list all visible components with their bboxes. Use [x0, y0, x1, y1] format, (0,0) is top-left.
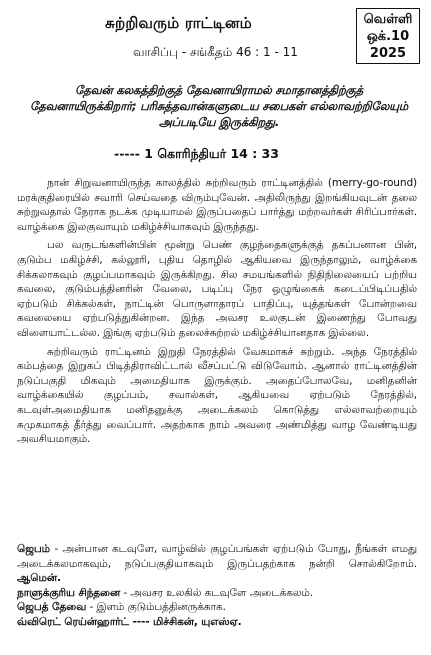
author: வ்விரெட் ரெய்ன்ஹார்ட் ---- மிச்சிகன், யுஎஸ்ஏ. [17, 615, 242, 628]
page-title: சுற்றிவரும் ராட்டினம் [105, 14, 252, 32]
body-paragraph-3: சுற்றிவரும் ராட்டினம் இறுதி நேரத்தில் வேகமாகச் சுற்றும். அந்த நேரத்தில் கம்பத்தை இறுகப் பிடித்திராவிட்டால் வீசப்பட்டு விடுவோம். ஆனால் ராட்டினத்தின் நடுப்பகுதி மிகவும் அமைதியாக இருக்கும். அதைப்போலவே, மனிதனின் வாழ்க்கையில் குழப்பம், சவால்கள், ஆகியவை ஏற்படும் நேரத்தில், கடவுள்அமைதியாக மனிதனுக்கு அடைக்கலம் கொடுத்து எல்லாவற்றையும் சுமுகமாகத் தீர்த்து வைப்பார். அதற்காக நாம் அவரை அண்மித்து வாழ வேண்டியது அவசியமாகும். [17, 345, 417, 446]
thought-of-the-day [17, 586, 417, 601]
author-line [17, 615, 417, 630]
verse-reference: ----- 1 கொரிந்தியர் 14 : 33 [114, 146, 279, 161]
key-verse: தேவன் கலகத்திற்குத் தேவனாயிராமல் சமாதானத்திற்குத் தேவனாயிருக்கிறார்; பரிசுத்தவான்களுடைய சபைகள் எல்லாவற்றிலேயும் அப்படியே இருக்கிறது. [30, 83, 408, 129]
date-day: வெள்ளி [363, 11, 413, 27]
prayer-need [17, 600, 417, 615]
date-box [356, 8, 420, 64]
thought-text: - அவசர உலகில் கடவுளே அடைக்கலம். [123, 586, 314, 599]
prayer-text: - அன்பான கடவுளே, வாழ்வில் குழப்பங்கள் ஏற்படும் போது, நீங்கள் எமது அடைக்கலமாகவும், நடுப்பகுதியாகவும் இருப்பதற்காக நன்றி சொல்கிறோம். [17, 543, 417, 570]
amen: ஆமென். [17, 572, 61, 585]
date-month-day: ஒக்.10 [366, 28, 410, 44]
devotional-body [17, 176, 417, 451]
thought-label: நாளுக்குரிய சிந்தனை [17, 586, 121, 599]
body-paragraph-1: நான் சிறுவனாயிருந்த காலத்தில் சுற்றிவரும் ராட்டினத்தில் (merry-go-round) மரக்குதிரையில் சவாரி செய்வதை விரும்புவேன். அதிலிருந்து இறங்கியவுடன் தலை சுற்றுவதால் நேராக நடக்க முடியாமல் இருப்பதைப் பார்த்து மற்றவர்கள் சிரிப்பார்கள். வாழ்க்கை இலகுவாயும் மகிழ்ச்சியாகவும் இருந்தது. [17, 177, 417, 233]
prayer-label: ஜெபம் [17, 543, 51, 555]
reading-reference: வாசிப்பு - சங்கீதம் 46 : 1 - 11 [133, 45, 298, 59]
body-paragraph-2: பல வருடங்களின்பின் மூன்று பெண் குழந்தைகளுக்குத் தகப்பனான பின், குடும்ப மகிழ்ச்சி, கல்லூரி, புதிய தொழில் ஆகியவை இருந்தாலும், வாழ்க்கை சிக்கலாகவும் குழப்பமாகவும் இருக்கிறது. சில சமயங்களில் நிதிநிலையைப் பற்றிய கவலை, குடும்பத்தினரின் வேலை, படிப்பு நேர ஒழுங்கைக் கடைப்பிடிப்பதில் ஏற்படும் சிக்கல்கள், நாட்டின் பொருளாதாரப் பாதிப்பு, யுத்தங்கள் போன்றவை கவலையை ஏற்படுத்துகின்றன. இந்த அவசர உலகுடன் இணைந்து போவது விளையாட்டல்ல. இங்கு ஏற்படும் தலைச்சுற்றல் மகிழ்ச்சியானதாக இல்லை. [17, 239, 417, 339]
prayer [17, 542, 417, 586]
prayer-need-label: ஜெபத் தேவை [17, 601, 87, 614]
closing-section [17, 542, 417, 630]
prayer-need-text: - இளம் குடும்பத்தினருக்காக. [89, 601, 226, 614]
date-year: 2025 [369, 45, 407, 61]
